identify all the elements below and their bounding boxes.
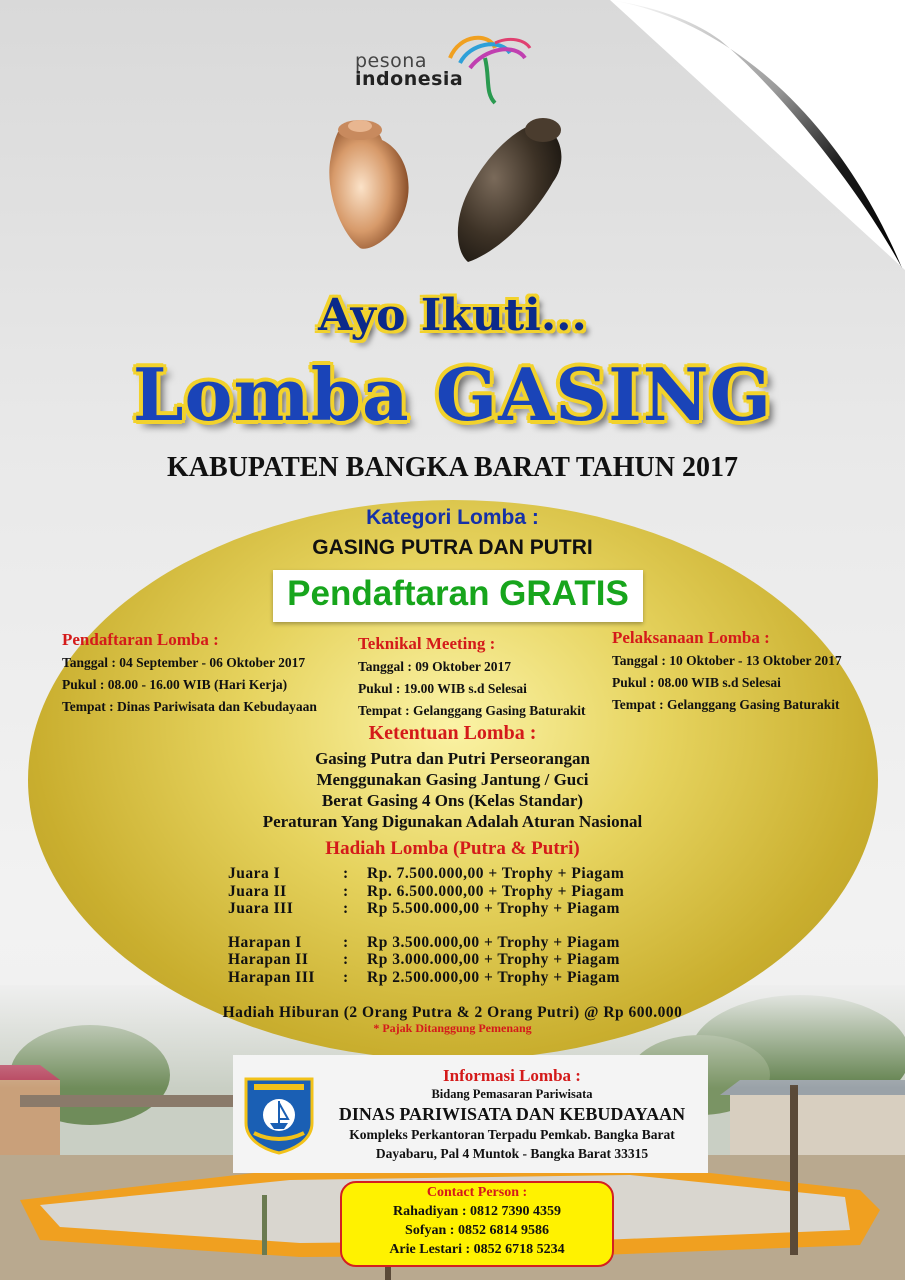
prize-colon: : xyxy=(343,968,349,986)
ketentuan-item: Gasing Putra dan Putri Perseorangan xyxy=(315,749,590,768)
pelaksanaan-section xyxy=(612,628,842,714)
prize-row xyxy=(228,883,624,901)
ketentuan-title: Ketentuan Lomba : xyxy=(368,722,537,744)
pendaftaran-title: Pendaftaran Lomba : xyxy=(62,630,219,649)
informasi-address-1: Kompleks Perkantoran Terpadu Pemkab. Bangka Barat xyxy=(349,1127,675,1142)
ketentuan-item: Menggunakan Gasing Jantung / Guci xyxy=(316,770,589,789)
prize-row xyxy=(228,900,624,918)
prize-amount: Rp 3.000.000,00 + Trophy + Piagam xyxy=(367,951,620,968)
prize-rank: Juara II xyxy=(228,882,287,900)
pendaftaran-tempat: Tempat : Dinas Pariwisata dan Kebudayaan xyxy=(62,699,317,714)
contact-person-sofyan: Sofyan : 0852 6814 9586 xyxy=(405,1223,549,1238)
teknikal-title: Teknikal Meeting : xyxy=(358,634,496,653)
pendaftaran-tanggal: Tanggal : 04 September - 06 Oktober 2017 xyxy=(62,655,306,670)
prize-rank: Harapan III xyxy=(228,968,315,986)
pelaksanaan-title: Pelaksanaan Lomba : xyxy=(612,628,770,647)
logo-indonesia-text: indonesia xyxy=(355,68,464,90)
prize-colon: : xyxy=(343,933,349,951)
prize-amount: Rp 2.500.000,00 + Trophy + Piagam xyxy=(367,968,620,986)
gratis-text: Pendaftaran GRATIS xyxy=(287,574,629,613)
teknikal-tanggal: Tanggal : 09 Oktober 2017 xyxy=(358,659,512,674)
ketentuan-item: Peraturan Yang Digunakan Adalah Aturan Nasional xyxy=(262,812,643,831)
pajak-note: * Pajak Ditanggung Pemenang xyxy=(373,1021,532,1035)
ketentuan-item: Berat Gasing 4 Ons (Kelas Standar) xyxy=(321,791,584,810)
hadiah-title: Hadiah Lomba (Putra & Putri) xyxy=(325,838,580,859)
subtitle-kabupaten: KABUPATEN BANGKA BARAT TAHUN 2017 xyxy=(167,452,738,483)
prize-amount: Rp 3.500.000,00 + Trophy + Piagam xyxy=(367,933,620,951)
prize-row xyxy=(228,865,624,883)
ketentuan-list xyxy=(0,748,905,832)
prize-colon: : xyxy=(343,865,349,882)
prize-colon: : xyxy=(343,882,349,900)
contact-person-arie: Arie Lestari : 0852 6718 5234 xyxy=(389,1242,565,1257)
pendaftaran-pukul: Pukul : 08.00 - 16.00 WIB (Hari Kerja) xyxy=(62,677,288,692)
kategori-title: Kategori Lomba : xyxy=(366,506,539,529)
spinning-tops-image xyxy=(318,112,578,272)
logo-bird-icon xyxy=(440,28,535,108)
teknikal-pukul: Pukul : 19.00 WIB s.d Selesai xyxy=(358,681,527,696)
pendaftaran-section xyxy=(62,630,317,716)
informasi-title: Informasi Lomba : xyxy=(443,1066,581,1085)
headline-lomba-gasing: Lomba GASING xyxy=(132,352,773,437)
informasi-dinas: DINAS PARIWISATA DAN KEBUDAYAAN xyxy=(338,1104,686,1124)
informasi-bidang: Bidang Pemasaran Pariwisata xyxy=(431,1087,593,1101)
prize-amount: Rp. 7.500.000,00 + Trophy + Piagam xyxy=(367,865,625,882)
prize-table xyxy=(228,865,624,986)
prize-row xyxy=(228,951,624,969)
logo-pesona-text: pesona xyxy=(355,50,427,72)
teknikal-section xyxy=(358,634,586,720)
kategori-value: GASING PUTRA DAN PUTRI xyxy=(312,536,593,559)
prize-amount: Rp. 6.500.000,00 + Trophy + Piagam xyxy=(367,882,625,900)
pelaksanaan-tanggal: Tanggal : 10 Oktober - 13 Oktober 2017 xyxy=(612,653,842,668)
prize-colon: : xyxy=(343,900,349,917)
prize-amount: Rp 5.500.000,00 + Trophy + Piagam xyxy=(367,900,620,917)
pelaksanaan-pukul: Pukul : 08.00 WIB s.d Selesai xyxy=(612,675,781,690)
prize-row xyxy=(228,934,624,952)
prize-rank: Juara I xyxy=(228,865,281,882)
informasi-address-2: Dayabaru, Pal 4 Muntok - Bangka Barat 33315 xyxy=(375,1146,649,1161)
teknikal-tempat: Tempat : Gelanggang Gasing Baturakit xyxy=(358,703,586,718)
hadiah-hiburan: Hadiah Hiburan (2 Orang Putra & 2 Orang Putri) @ Rp 600.000 xyxy=(222,1004,683,1021)
prize-row xyxy=(228,969,624,987)
headline-ayo-ikuti: Ayo Ikuti... xyxy=(318,290,587,341)
contact-title: Contact Person : xyxy=(426,1185,528,1200)
prize-rank: Harapan II xyxy=(228,951,309,968)
contact-person-rahadiyan: Rahadiyan : 0812 7390 4359 xyxy=(392,1204,562,1219)
prize-rank: Juara III xyxy=(228,900,294,917)
prize-colon: : xyxy=(343,951,349,968)
bangka-barat-emblem-icon xyxy=(240,1075,318,1155)
pelaksanaan-tempat: Tempat : Gelanggang Gasing Baturakit xyxy=(612,697,840,712)
prize-rank: Harapan I xyxy=(228,933,302,951)
page-curl-graphic xyxy=(610,0,905,270)
